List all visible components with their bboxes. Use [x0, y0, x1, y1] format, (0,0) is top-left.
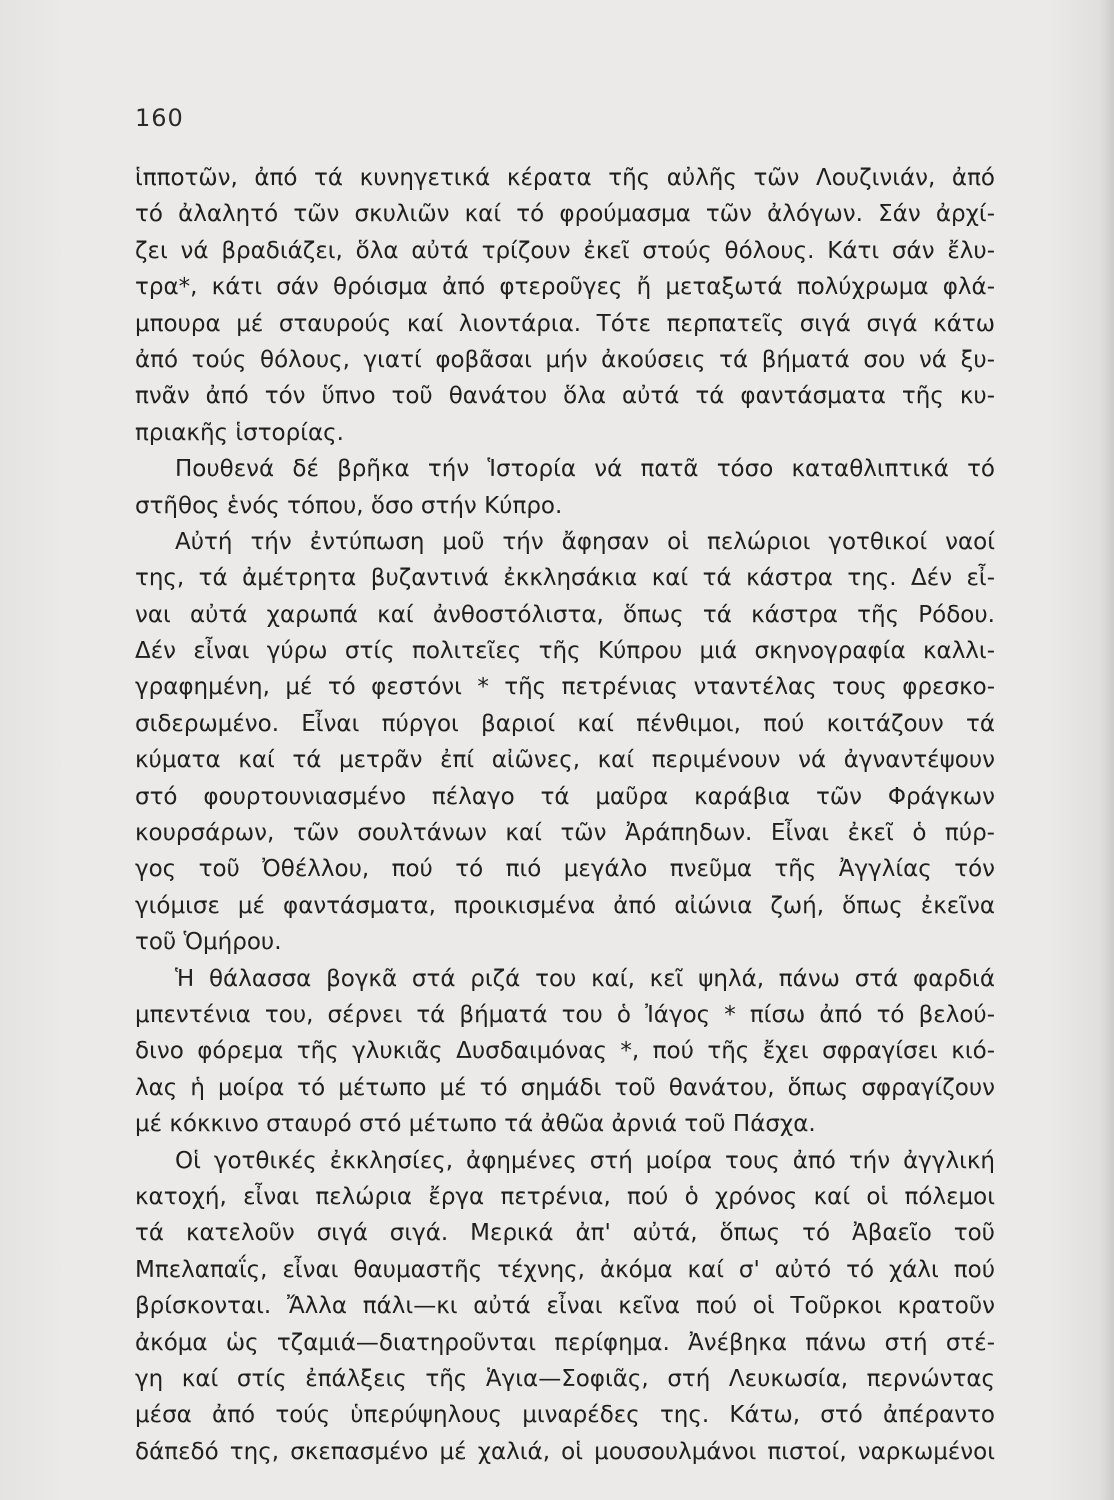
text-line: Αὐτή τήν ἐντύπωση μοῦ τήν ἄφησαν οἱ πελώριοι γοτθικοί ναοί	[175, 528, 995, 555]
page-edge-shadow	[1100, 0, 1114, 1500]
text-line: ἀπό τούς θόλους, γιατί φοβᾶσαι μήν ἀκούσεις τά βήματά σου νά ξυ-	[135, 346, 995, 373]
text-line: ναι αὐτά χαρωπά καί ἀνθοστόλιστα, ὅπως τά κάστρα τῆς Ρόδου.	[135, 601, 995, 628]
text-line: ἱπποτῶν, ἀπό τά κυνηγετικά κέρατα τῆς αὐλῆς τῶν Λουζινιάν, ἀπό	[135, 165, 995, 191]
text-line: Οἱ γοτθικές ἐκκλησίες, ἀφημένες στή μοίρα τους ἀπό τήν ἀγγλική	[175, 1147, 995, 1174]
text-line: λας ἡ μοίρα τό μέτωπο μέ τό σημάδι τοῦ θανάτου, ὅπως σφραγίζουν	[135, 1074, 995, 1101]
text-line: της, τά ἀμέτρητα βυζαντινά ἐκκλησάκια καί τά κάστρα της. Δέν εἶ-	[135, 565, 995, 592]
text-line: γραφημένη, μέ τό φεστόνι * τῆς πετρένιας νταντέλας τους φρεσκο-	[135, 674, 995, 701]
text-line: κουρσάρων, τῶν σουλτάνων καί τῶν Ἀράπηδων. Εἶναι ἐκεῖ ὁ πύρ-	[135, 820, 995, 847]
text-line: Ἡ θάλασσα βογκᾶ στά ριζά του καί, κεῖ ψηλά, πάνω στά φαρδιά	[175, 965, 995, 992]
text-line: γη καί στίς ἐπάλξεις τῆς Ἁγια—Σοφιᾶς, στή Λευκωσία, περνώντας	[135, 1365, 995, 1392]
text-line: ἀκόμα ὡς τζαμιά—διατηροῦνται περίφημα. Ἀνέβηκα πάνω στή στέ-	[135, 1329, 995, 1356]
text-line: τοῦ Ὁμήρου.	[135, 929, 282, 956]
text-line: κύματα καί τά μετρᾶν ἐπί αἰῶνες, καί περιμένουν νά ἀγναντέψουν	[135, 747, 995, 774]
body-text	[135, 160, 995, 1470]
text-line: γιόμισε μέ φαντάσματα, προικισμένα ἀπό αἰώνια ζωή, ὅπως ἐκεῖνα	[135, 892, 995, 919]
text-line: δινο φόρεμα τῆς γλυκιᾶς Δυσδαιμόνας *, πού τῆς ἔχει σφραγίσει κιό-	[135, 1038, 995, 1065]
text-line: πνᾶν ἀπό τόν ὕπνο τοῦ θανάτου ὅλα αὐτά τά φαντάσματα τῆς κυ-	[135, 383, 995, 410]
text-line: σιδερωμένο. Εἶναι πύργοι βαριοί καί πένθιμοι, πού κοιτάζουν τά	[135, 710, 995, 737]
text-line: ζει νά βραδιάζει, ὅλα αὐτά τρίζουν ἐκεῖ στούς θόλους. Κάτι σάν ἔλυ-	[135, 237, 995, 264]
text-line: πριακῆς ἱστορίας.	[135, 419, 344, 446]
text-line: στῆθος ἑνός τόπου, ὅσο στήν Κύπρο.	[135, 492, 563, 519]
text-line: μέ κόκκινο σταυρό στό μέτωπο τά ἀθῶα ἀρνιά τοῦ Πάσχα.	[135, 1111, 816, 1138]
text-line: δάπεδό της, σκεπασμένο μέ χαλιά, οἱ μουσουλμάνοι πιστοί, ναρκωμένοι	[135, 1438, 995, 1465]
page-number: 160	[135, 104, 184, 132]
text-line: Δέν εἶναι γύρω στίς πολιτεῖες τῆς Κύπρου μιά σκηνογραφία καλλι-	[135, 638, 995, 665]
text-line: τό ἀλαλητό τῶν σκυλιῶν καί τό φρούμασμα τῶν ἀλόγων. Σάν ἀρχί-	[135, 201, 995, 228]
text-line: τά κατελοῦν σιγά σιγά. Μερικά ἀπ' αὐτά, ὅπως τό Ἀβαεῖο τοῦ	[135, 1220, 995, 1247]
text-line: μπουρα μέ σταυρούς καί λιοντάρια. Τότε περπατεῖς σιγά σιγά κάτω	[135, 310, 995, 337]
text-line: κατοχή, εἶναι πελώρια ἔργα πετρένια, πού ὁ χρόνος καί οἱ πόλεμοι	[135, 1183, 995, 1210]
text-line: γος τοῦ Ὀθέλλου, πού τό πιό μεγάλο πνεῦμα τῆς Ἀγγλίας τόν	[135, 856, 995, 883]
text-line: Πουθενά δέ βρῆκα τήν Ἱστορία νά πατᾶ τόσο καταθλιπτικά τό	[175, 456, 995, 483]
text-line: μπεντένια του, σέρνει τά βήματά του ὁ Ἰάγος * πίσω ἀπό τό βελού-	[135, 1001, 995, 1028]
text-line: μέσα ἀπό τούς ὑπερύψηλους μιναρέδες της. Κάτω, στό ἀπέραντο	[135, 1402, 995, 1429]
text-line: στό φουρτουνιασμένο πέλαγο τά μαῦρα καράβια τῶν Φράγκων	[135, 783, 995, 810]
text-line: βρίσκονται. Ἄλλα πάλι—κι αὐτά εἶναι κεῖνα πού οἱ Τοῦρκοι κρατοῦν	[135, 1293, 995, 1320]
text-line: τρα*, κάτι σάν θρόισμα ἀπό φτεροῦγες ἤ μεταξωτά πολύχρωμα φλά-	[135, 274, 995, 301]
text-line: Μπελαπαΐς, εἶναι θαυμαστῆς τέχνης, ἀκόμα καί σ' αὐτό τό χάλι πού	[135, 1256, 995, 1283]
